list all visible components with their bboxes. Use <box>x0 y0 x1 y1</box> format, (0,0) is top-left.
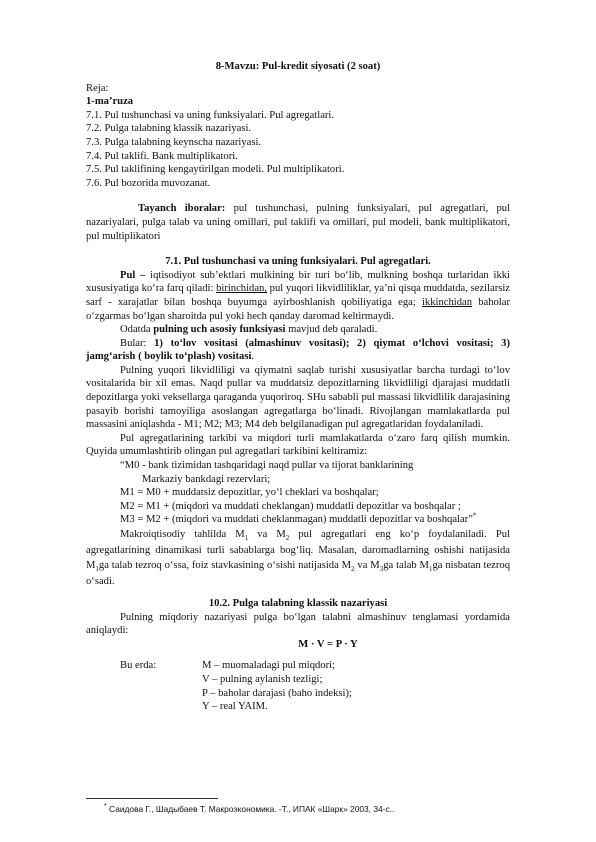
page-title: 8-Mavzu: Pul-kredit siyosati (2 soat) <box>215 61 381 72</box>
where-item: M – muomaladagi pul miqdori; <box>202 660 335 672</box>
plan-item: 7.5. Pul taklifining kengaytirilgan modeli. Pul multiplikatori. <box>86 164 345 176</box>
term-pul: Pul – <box>120 269 146 281</box>
footnote-ref: * <box>472 511 477 520</box>
aggregate-m2: M2 = M1 + (miqdori va muddati cheklangan) muddatli depozitlar va boshqalar ; <box>120 500 461 512</box>
footnote-text: Саидова Г., Шадыбаев Т. Макроэкономика. -Т., ИПАК «Шарк» 2003, 34-с.. <box>106 804 395 814</box>
where-row <box>86 659 510 673</box>
paragraph-aggregates: Pul agregatlarining tarkibi va miqdori turli mamlakatlarda o‘zaro farq qilish mumkin. Quyida umumlashtirib olingan pul agregatlari tarkibini keltiramiz: <box>86 432 510 458</box>
underlined-second: ikkinchidan <box>421 296 472 308</box>
paragraph-liquidity: Pulning yuqori likvidliligi va qiymatni saqlab turishi xususiyatlar barcha turdagi to‘lov vositalarida bir xil emas. Naqd pullar va muddatsiz depozitlarning likvidliligi djarajasi muddatli depozitlarga yoki veksellarga qaraganda yuqoriroq. SHu sababli pul massasi likvidlilik darajasining pasayib borishi tamoyiliga asoslangan agregatlarga bo‘linadi. Rivojlangan mamlakatlarda pul massasini aniqlashda - M1; M2; M3; M4 deb belgilanadigan pul agregatlaridan foydalaniladi. <box>86 364 510 431</box>
where-item: Y – real YAIM. <box>202 701 268 713</box>
aggregate-m1: M1 = M0 + muddatsiz depozitlar, yo‘l cheklari va boshqalar; <box>120 487 379 499</box>
keywords-text: pul tushunchasi, pulning funksiyalari, pul agregatlari, pul nazariyalari, pulga talab va uning omillari, pul taklifi va omillari, pul modeli, bank multiplikatori, pul multiplikatori <box>86 203 511 242</box>
underlined-first: birinchidan, <box>216 283 267 295</box>
exchange-equation: M · V = P · Y <box>298 638 358 650</box>
aggregate-m0-cont: Markaziy bankdagi rezervlari; <box>142 473 271 485</box>
paragraph-quantity-theory: Pulning miqdoriy nazariyasi pulga bo‘lgan talabni almashinuv tenglamasi yordamida aniqlaydi: <box>86 611 510 637</box>
where-label: Bu erda: <box>120 660 157 672</box>
lecture-label: 1-ma’ruza <box>86 96 134 108</box>
footnote-mark: * <box>104 803 107 811</box>
plan-label: Reja: <box>86 82 109 94</box>
where-item: V – pulning aylanish tezligi; <box>202 673 323 685</box>
page-content <box>86 60 510 714</box>
footnote <box>104 804 524 815</box>
paragraph-functions: Odatda pulning uch asosiy funksiyasi mavjud deb qaraladi. <box>120 324 378 336</box>
plan-item: 7.6. Pul bozorida muvozanat. <box>86 177 211 189</box>
section-heading-2: 10.2. Pulga talabning klassik nazariyasi <box>208 598 388 609</box>
footnote-divider <box>86 798 218 799</box>
plan-item: 7.1. Pul tushunchasi va uning funksiyalari. Pul agregatlari. <box>86 109 335 121</box>
section-heading-1: 7.1. Pul tushunchasi va uning funksiyalari. Pul agregatlari. <box>165 256 431 268</box>
paragraph-money-definition: Pul – iqtisodiyot sub’ektlari mulkining bir turi bo‘lib, mulkning boshqa turlaridan ikki xususiyatiga ko‘ra farq qiladi: birinchidan, pul yuqori likvidliliklar, ya’ni qisqa muddatda, sezilarsiz sarf - xarajatlar bilan boshqa buyumga ayirboshlanish qobiliyatiga ega; ikkinchidan baholar o‘zgarmas bo‘lgan sharoitda pul yoki hech qanday daromad keltirmaydi. <box>86 269 510 322</box>
plan-item: 7.2. Pulga talabning klassik nazariyasi. <box>86 123 252 135</box>
keywords-label: Tayanch iboralar: <box>138 203 226 215</box>
plan-list <box>86 109 510 191</box>
where-item: P – baholar darajasi (baho indeksi); <box>202 687 352 699</box>
paragraph-macro-analysis: Makroiqtisodiy tahlilda $M_1$ va $M_2$ pul agregatlari eng ko‘p foydalaniladi. Pul agregatlarining dinamikasi turli sabablarga bog‘liq. Masalan, daromadlarning oshishi natijasida $M_1ga$ talab tezroq o‘ssa, foiz stavkasining o‘sishi natijasida $M_2$ va $M_3ga$ talab $M_1ga$ nisbatan tezroq o‘sadi. <box>86 529 510 587</box>
plan-item: 7.3. Pulga talabning keynscha nazariyasi. <box>86 136 262 148</box>
aggregate-m3: M3 = M2 + (miqdori va muddati cheklanmagan) muddatli depozitlar va boshqalar”* <box>120 511 477 526</box>
aggregate-m0: “M0 - bank tizimidan tashqaridagi naqd pullar va tijorat banklarining <box>120 460 414 472</box>
plan-item: 7.4. Pul taklifi. Bank multiplikatori. <box>86 150 238 162</box>
paragraph-function-list: Bular: 1) to‘lov vositasi (almashinuv vositasi); 2) qiymat o‘lchovi vositasi; 3) jamg‘arish ( boylik to‘plash) vositasi. <box>86 337 510 363</box>
keywords-paragraph <box>86 202 510 243</box>
